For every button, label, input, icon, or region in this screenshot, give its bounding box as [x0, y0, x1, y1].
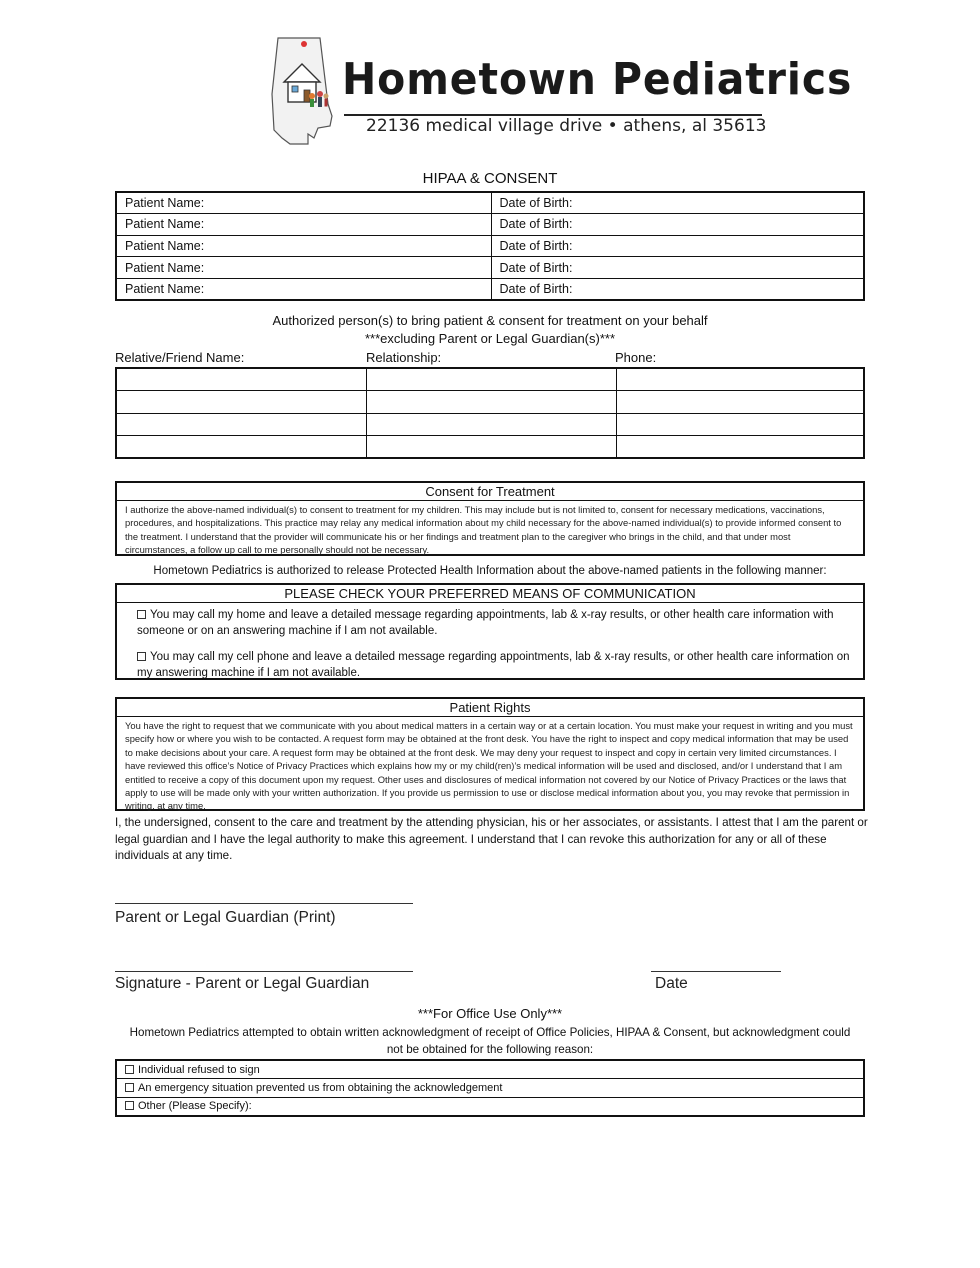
relative-name-field[interactable] — [116, 436, 366, 459]
table-row — [116, 368, 864, 391]
date-of-birth-field[interactable]: Date of Birth: — [491, 257, 864, 279]
patient-name-field[interactable]: Patient Name: — [116, 278, 491, 300]
home-phone-option[interactable] — [117, 603, 863, 639]
cell-phone-option[interactable] — [117, 639, 863, 681]
relationship-field[interactable] — [366, 436, 616, 459]
patient-rights-body: You have the right to request that we communicate with you about medical matters in a certain way or at a certain location. You must make your request in writing and you must specify how or where you wish to be contacted. A request form may be obtained at the front desk. You have the right to inspect and copy medical information that may be used to make decisions about your care. A request form may be obtained at the front desk. We may deny your request to inspect and copy in certain very limited circumstances. I have reviewed this office’s Notice of Privacy Practices which explains how my or my child(ren)’s medical information will be used and disclosed, and/or I understand that I am entitled to receive a copy of this document upon my request. Other uses and disclosures of medical information not covered by our Notice of Privacy Practices or the laws that apply to use will be made only with your written authorization. If you provide us permission to use or disclose medical information about you, you may revoke that permission in writing, at any time. — [125, 720, 853, 812]
checkbox-icon[interactable] — [137, 610, 146, 619]
date-of-birth-field[interactable]: Date of Birth: — [491, 278, 864, 300]
phone-field[interactable] — [616, 391, 864, 414]
alabama-house-logo-icon — [268, 34, 348, 146]
date-label: Date — [655, 975, 688, 992]
relative-name-field[interactable] — [116, 368, 366, 391]
patient-name-field[interactable]: Patient Name: — [116, 235, 491, 257]
signature-line[interactable] — [115, 971, 413, 972]
brand-title: Hometown Pediatrics — [342, 54, 853, 105]
authorized-persons-table — [115, 367, 865, 459]
communication-title: PLEASE CHECK YOUR PREFERRED MEANS OF COMMUNICATION — [117, 585, 863, 603]
phone-field[interactable] — [616, 436, 864, 459]
consent-treatment-section — [115, 481, 865, 556]
release-note: Hometown Pediatrics is authorized to release Protected Health Information about the above-named patients in the following manner: — [153, 565, 827, 577]
table-row — [116, 257, 864, 279]
authorized-heading: Authorized person(s) to bring patient & consent for treatment on your behalf — [272, 313, 708, 328]
patient-name-field[interactable]: Patient Name: — [116, 192, 491, 214]
print-name-line[interactable] — [115, 903, 413, 904]
brand-address: 22136 medical village drive • athens, al 35613 — [366, 116, 767, 136]
reason-other[interactable] — [116, 1097, 864, 1116]
checkbox-icon[interactable] — [125, 1083, 134, 1092]
phone-field[interactable] — [616, 413, 864, 436]
office-use-heading: ***For Office Use Only*** — [417, 1006, 563, 1021]
communication-section — [115, 583, 865, 680]
patient-name-field[interactable]: Patient Name: — [116, 257, 491, 279]
table-row — [116, 192, 864, 214]
table-row — [116, 214, 864, 236]
phone-column-label: Phone: — [615, 350, 657, 365]
reason-label: Other (Please Specify): — [138, 1100, 252, 1113]
office-use-text: Hometown Pediatrics attempted to obtain written acknowledgment of receipt of Office Policies, HIPAA & Consent, but acknowledgment could not be obtained for the following reason: — [129, 1026, 851, 1056]
consent-treatment-body: I authorize the above-named individual(s) to consent to treatment for my children. This may include but is not limited to, consent for necessary medications, vaccinations, procedures, and hospitalizations. This practice may relay any medical information about my child necessary for the above-named individual(s) to provide informed consent to the treatment. I understand that the provider will communicate his or her findings and treatment plan to the caregiver who brings in the child, and that under most circumstances, a follow up call to me personally should not be necessary. — [125, 504, 842, 556]
reason-refused[interactable] — [116, 1060, 864, 1079]
relationship-field[interactable] — [366, 368, 616, 391]
consent-attestation: I, the undersigned, consent to the care and treatment by the attending physician, his or her associates, or assistants. I attest that I am the parent or legal guardian and I have the legal authority to make this agreement. I understand that I can revoke this authorization for any or all of these individuals at any time. — [115, 816, 868, 862]
relative-name-field[interactable] — [116, 413, 366, 436]
print-name-label: Parent or Legal Guardian (Print) — [115, 909, 336, 926]
table-row — [116, 413, 864, 436]
date-line[interactable] — [651, 971, 781, 972]
office-use-table — [115, 1059, 865, 1117]
home-phone-option-text: You may call my home and leave a detailed message regarding appointments, lab & x-ray results, or other health care information with someone or on an answering machine if I am not available. — [137, 609, 834, 637]
cell-phone-option-text: You may call my cell phone and leave a detailed message regarding appointments, lab & x-ray results, or other health care information on my answering machine if I am not available. — [137, 651, 850, 679]
signature-label: Signature - Parent or Legal Guardian — [115, 975, 370, 992]
patient-rights-section — [115, 697, 865, 811]
table-row — [116, 278, 864, 300]
date-of-birth-field[interactable]: Date of Birth: — [491, 235, 864, 257]
date-of-birth-field[interactable]: Date of Birth: — [491, 214, 864, 236]
relationship-column-label: Relationship: — [366, 350, 442, 365]
document-title: HIPAA & CONSENT — [422, 170, 558, 187]
table-row — [116, 1079, 864, 1098]
checkbox-icon[interactable] — [137, 652, 146, 661]
table-row — [116, 436, 864, 459]
patient-name-field[interactable]: Patient Name: — [116, 214, 491, 236]
logo — [268, 34, 853, 146]
relative-name-field[interactable] — [116, 391, 366, 414]
date-of-birth-field[interactable]: Date of Birth: — [491, 192, 864, 214]
checkbox-icon[interactable] — [125, 1065, 134, 1074]
table-row — [116, 1097, 864, 1116]
patient-rights-title: Patient Rights — [117, 699, 863, 717]
table-row — [116, 235, 864, 257]
phone-field[interactable] — [616, 368, 864, 391]
relative-name-column-label: Relative/Friend Name: — [115, 350, 245, 365]
reason-label: An emergency situation prevented us from obtaining the acknowledgement — [138, 1081, 503, 1094]
reason-emergency[interactable] — [116, 1079, 864, 1098]
consent-treatment-title: Consent for Treatment — [117, 483, 863, 501]
reason-label: Individual refused to sign — [138, 1063, 260, 1076]
relationship-field[interactable] — [366, 413, 616, 436]
patients-table — [115, 191, 865, 301]
authorized-subheading: ***excluding Parent or Legal Guardian(s)*** — [364, 331, 616, 346]
table-row — [116, 1060, 864, 1079]
checkbox-icon[interactable] — [125, 1101, 134, 1110]
table-row — [116, 391, 864, 414]
relationship-field[interactable] — [366, 391, 616, 414]
